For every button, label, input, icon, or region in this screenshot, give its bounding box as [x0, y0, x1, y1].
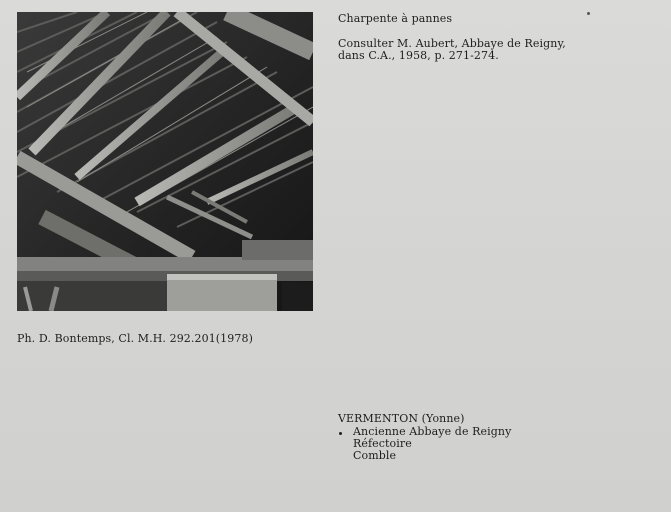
location-town: VERMENTON (Yonne) — [338, 412, 465, 425]
bullet-icon — [339, 432, 342, 435]
location-building: Ancienne Abbaye de Reigny — [353, 425, 512, 438]
roof-timber-photo-drawing — [17, 12, 313, 311]
bibliographic-reference-line-2: dans C.A., 1958, p. 271-274. — [338, 49, 499, 62]
location-part: Comble — [353, 449, 397, 462]
location-room: Réfectoire — [353, 437, 412, 450]
card-punch-mark — [587, 12, 590, 15]
roof-timber-photo — [17, 12, 313, 311]
photo-credit: Ph. D. Bontemps, Cl. M.H. 292.201(1978) — [17, 332, 253, 345]
record-title: Charpente à pannes — [338, 12, 453, 25]
bibliographic-reference-line-1: Consulter M. Aubert, Abbaye de Reigny, — [338, 37, 566, 50]
